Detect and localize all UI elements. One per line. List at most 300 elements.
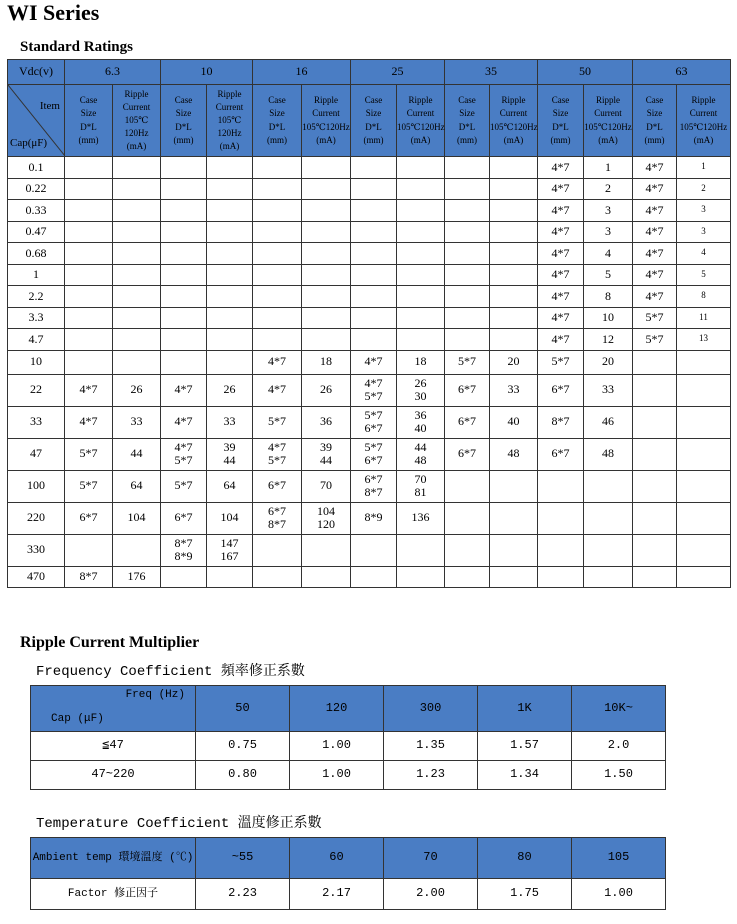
- header-line: 105℃120Hz: [584, 121, 632, 132]
- table-cell: [351, 200, 397, 222]
- table-row: [8, 286, 731, 308]
- table-cell: [113, 221, 161, 243]
- item-header-row: [8, 85, 731, 157]
- cap-value: 2.2: [8, 286, 65, 308]
- table-cell: [677, 566, 731, 588]
- table-cell: 8*7: [65, 566, 113, 588]
- header-line: (mm): [550, 134, 571, 145]
- table-cell: 3: [584, 221, 633, 243]
- header-line: Size: [175, 108, 192, 119]
- cell-line: 8*7: [174, 535, 193, 550]
- table-cell: 4*7: [538, 329, 584, 351]
- table-cell: [65, 200, 113, 222]
- header-line: Current: [594, 108, 622, 119]
- cap-value: 1: [8, 264, 65, 286]
- table-cell: [65, 329, 113, 351]
- header-line: D*L: [458, 121, 476, 132]
- table-row: [8, 470, 731, 502]
- table-cell: [302, 178, 351, 200]
- cell-line: 44: [223, 453, 236, 467]
- table-cell: 4*7: [65, 374, 113, 406]
- cap-value: 33: [8, 406, 65, 438]
- header-line: Size: [365, 108, 382, 119]
- table-cell: 36: [302, 406, 351, 438]
- cell-line: 40: [414, 421, 427, 435]
- table-cell: [113, 350, 161, 374]
- table-row: [8, 406, 731, 438]
- table-cell: [490, 566, 538, 588]
- table-cell: [397, 286, 445, 308]
- table-cell: 4*7: [633, 243, 677, 265]
- table-cell: [253, 157, 302, 179]
- ripple-current-header: [677, 85, 731, 157]
- table-cell: 4*7: [633, 200, 677, 222]
- table-cell: [633, 502, 677, 534]
- table-row: [8, 307, 731, 329]
- coefficient-cell: 1.23: [384, 761, 478, 790]
- cell-line: 5*7: [364, 439, 383, 454]
- table-cell: [161, 307, 207, 329]
- table-cell: [207, 157, 253, 179]
- table-cell: [253, 286, 302, 308]
- frequency-body: [31, 732, 666, 790]
- table-cell: [302, 200, 351, 222]
- table-cell: 5*7: [253, 406, 302, 438]
- table-row: [8, 438, 731, 470]
- cell-line: 39: [223, 439, 236, 454]
- table-row: [8, 157, 731, 179]
- table-cell: [677, 350, 731, 374]
- table-cell: [302, 264, 351, 286]
- frequency-coefficient-table: [30, 685, 666, 790]
- table-cell: [445, 566, 490, 588]
- table-cell: [161, 243, 207, 265]
- header-line: Current: [499, 108, 528, 119]
- ripple-current-header: [302, 85, 351, 157]
- cell-line: 36: [414, 407, 427, 422]
- freq-cap-corner: [31, 686, 196, 732]
- table-cell: [633, 438, 677, 470]
- cell-line: 147: [220, 535, 239, 550]
- table-cell: 5*7: [65, 470, 113, 502]
- header-line: 120Hz: [124, 128, 149, 139]
- table-row: [31, 761, 666, 790]
- table-cell: [633, 566, 677, 588]
- header-line: 105℃120Hz: [490, 121, 538, 132]
- coefficient-cell: 2.0: [572, 732, 666, 761]
- table-cell: [397, 264, 445, 286]
- table-cell: [677, 406, 731, 438]
- header-line: Ripple: [217, 88, 242, 99]
- table-cell: 26: [207, 374, 253, 406]
- table-cell: [490, 243, 538, 265]
- coefficient-cell: 0.75: [196, 732, 290, 761]
- table-cell: [584, 534, 633, 566]
- table-cell: [538, 534, 584, 566]
- header-line: 105℃120Hz: [302, 121, 350, 132]
- table-cell: 5*7: [633, 307, 677, 329]
- table-cell: [677, 438, 731, 470]
- vdc-label: Vdc(v): [8, 60, 65, 85]
- table-cell: [161, 178, 207, 200]
- table-cell: [677, 470, 731, 502]
- header-line: D*L: [365, 121, 382, 132]
- table-cell: [445, 470, 490, 502]
- factor-cell: 2.17: [290, 879, 384, 910]
- cap-value: 10: [8, 350, 65, 374]
- table-cell: [445, 307, 490, 329]
- temperature-header: 70: [384, 838, 478, 879]
- table-cell: [490, 307, 538, 329]
- case-size-header: [633, 85, 677, 157]
- temperature-header-row: [31, 838, 666, 879]
- voltage-header: 50: [538, 60, 633, 85]
- frequency-header: 300: [384, 686, 478, 732]
- temperature-header: 80: [478, 838, 572, 879]
- table-row: [8, 566, 731, 588]
- cell-line: 44: [414, 439, 427, 454]
- header-line: Case: [645, 95, 664, 106]
- table-cell: [207, 329, 253, 351]
- table-cell: [207, 221, 253, 243]
- header-line: Ripple: [691, 95, 716, 106]
- table-cell: [351, 406, 397, 438]
- table-cell: [633, 534, 677, 566]
- header-line: Ripple: [408, 95, 433, 106]
- table-cell: 6*7: [253, 470, 302, 502]
- table-cell: [445, 534, 490, 566]
- temperature-coefficient-heading: Temperature Coefficient 溫度修正系數: [36, 816, 322, 832]
- table-cell: [397, 566, 445, 588]
- table-cell: [65, 243, 113, 265]
- cap-value: 470: [8, 566, 65, 588]
- cell-line: 167: [220, 549, 239, 563]
- header-line: Ripple: [596, 95, 620, 106]
- ripple-current-header: [397, 85, 445, 157]
- standard-ratings-table: [7, 59, 731, 588]
- table-cell: 8: [584, 286, 633, 308]
- case-size-header: [538, 85, 584, 157]
- table-cell: 4*7: [538, 200, 584, 222]
- header-line: 105℃: [217, 114, 242, 125]
- table-cell: [253, 178, 302, 200]
- table-cell: 40: [490, 406, 538, 438]
- table-cell: [351, 470, 397, 502]
- table-cell: [351, 329, 397, 351]
- header-line: Case: [364, 95, 383, 106]
- header-line: 105℃: [124, 114, 149, 125]
- table-cell: 4*7: [538, 286, 584, 308]
- header-line: 120Hz: [217, 128, 242, 139]
- cell-line: 6*7: [364, 421, 383, 435]
- table-cell: [113, 178, 161, 200]
- table-cell: [302, 221, 351, 243]
- cell-line: 5*7: [268, 453, 286, 467]
- table-cell: [161, 200, 207, 222]
- table-cell: [113, 200, 161, 222]
- corner-cap-label: Cap(μF): [10, 137, 48, 150]
- table-cell: 5*7: [538, 350, 584, 374]
- table-cell: 4*7: [161, 374, 207, 406]
- table-cell: [207, 243, 253, 265]
- table-cell: [302, 307, 351, 329]
- ambient-temp-label: Ambient temp 環境溫度 (℃): [31, 838, 196, 879]
- table-cell: [113, 243, 161, 265]
- factor-cell: 1.75: [478, 879, 572, 910]
- header-line: (mm): [457, 134, 477, 145]
- table-cell: 3: [677, 200, 731, 222]
- cap-value: 0.22: [8, 178, 65, 200]
- table-cell: [65, 350, 113, 374]
- table-row: [8, 264, 731, 286]
- table-cell: 26: [302, 374, 351, 406]
- table-cell: 20: [584, 350, 633, 374]
- table-cell: [490, 329, 538, 351]
- table-cell: 4*7: [65, 406, 113, 438]
- table-cell: [65, 307, 113, 329]
- cell-line: 5*7: [364, 407, 383, 422]
- table-cell: [207, 566, 253, 588]
- page-title: WI Series: [7, 0, 100, 25]
- table-cell: 44: [113, 438, 161, 470]
- table-cell: 64: [207, 470, 253, 502]
- table-cell: 6*7: [445, 406, 490, 438]
- table-cell: 48: [584, 438, 633, 470]
- table-cell: [161, 157, 207, 179]
- table-cell: [538, 502, 584, 534]
- cap-value: 100: [8, 470, 65, 502]
- header-line: Ripple: [501, 95, 526, 106]
- factor-row: [31, 879, 666, 910]
- table-cell: [161, 566, 207, 588]
- table-cell: [490, 534, 538, 566]
- header-line: Size: [646, 108, 663, 119]
- case-size-header: [445, 85, 490, 157]
- table-cell: [633, 470, 677, 502]
- table-cell: [302, 438, 351, 470]
- table-cell: 48: [490, 438, 538, 470]
- table-cell: 8: [677, 286, 731, 308]
- table-cell: [161, 534, 207, 566]
- cell-line: 5*7: [174, 453, 193, 467]
- table-cell: [113, 307, 161, 329]
- table-cell: 5*7: [65, 438, 113, 470]
- table-cell: [351, 307, 397, 329]
- table-cell: [113, 157, 161, 179]
- table-cell: [445, 502, 490, 534]
- frequency-header: 1K: [478, 686, 572, 732]
- table-cell: 33: [207, 406, 253, 438]
- header-line: D*L: [552, 121, 569, 132]
- header-line: 105℃120Hz: [679, 121, 728, 132]
- temperature-coefficient-table: [30, 837, 666, 910]
- table-cell: [302, 157, 351, 179]
- table-cell: [207, 350, 253, 374]
- header-line: (mm): [173, 134, 194, 145]
- table-cell: [351, 243, 397, 265]
- table-cell: 104: [207, 502, 253, 534]
- table-cell: [397, 307, 445, 329]
- table-cell: [161, 438, 207, 470]
- table-cell: [207, 534, 253, 566]
- table-cell: [253, 221, 302, 243]
- table-cell: 104: [113, 502, 161, 534]
- frequency-header: 120: [290, 686, 384, 732]
- table-cell: 4*7: [538, 243, 584, 265]
- voltage-header: 25: [351, 60, 445, 85]
- table-cell: [302, 534, 351, 566]
- table-cell: [445, 178, 490, 200]
- header-line: Size: [459, 108, 475, 119]
- header-line: 105℃120Hz: [397, 121, 445, 132]
- table-cell: [490, 470, 538, 502]
- cell-line: 70: [414, 471, 427, 486]
- ripple-multiplier-heading: Ripple Current Multiplier: [20, 634, 200, 651]
- table-cell: [445, 286, 490, 308]
- table-cell: [584, 470, 633, 502]
- table-cell: [207, 178, 253, 200]
- table-cell: [490, 286, 538, 308]
- table-cell: [253, 502, 302, 534]
- coefficient-cell: 1.00: [290, 732, 384, 761]
- cell-line: 6*7: [364, 471, 383, 486]
- cell-line: 6*7: [268, 503, 286, 518]
- header-line: (mA): [219, 141, 240, 152]
- table-cell: [397, 221, 445, 243]
- cell-line: 104: [317, 503, 335, 518]
- table-cell: [490, 157, 538, 179]
- cap-range-label: ≦47: [31, 732, 196, 761]
- header-line: Case: [268, 95, 286, 106]
- cell-line: 8*7: [268, 517, 286, 531]
- table-cell: [677, 534, 731, 566]
- cell-line: 6*7: [364, 453, 383, 467]
- header-line: Ripple: [124, 88, 149, 99]
- frequency-coefficient-heading: Frequency Coefficient 頻率修正系數: [36, 664, 305, 680]
- table-cell: [207, 264, 253, 286]
- table-cell: 8*7: [538, 406, 584, 438]
- header-line: Size: [80, 108, 97, 119]
- table-cell: [113, 534, 161, 566]
- table-cell: 6*7: [445, 438, 490, 470]
- table-cell: [490, 178, 538, 200]
- table-cell: [633, 350, 677, 374]
- table-cell: 1: [677, 157, 731, 179]
- factor-cell: 2.23: [196, 879, 290, 910]
- header-line: Case: [174, 95, 193, 106]
- table-cell: 4*7: [538, 264, 584, 286]
- table-row: [8, 329, 731, 351]
- cap-value: 0.68: [8, 243, 65, 265]
- table-cell: 4*7: [538, 307, 584, 329]
- table-row: [8, 178, 731, 200]
- cell-line: 5*7: [364, 389, 383, 403]
- table-cell: [161, 286, 207, 308]
- cell-line: 48: [414, 453, 427, 467]
- cap-value: 0.47: [8, 221, 65, 243]
- table-cell: [65, 286, 113, 308]
- table-cell: [351, 374, 397, 406]
- table-cell: [65, 534, 113, 566]
- cell-line: 8*7: [364, 485, 383, 499]
- table-cell: [351, 157, 397, 179]
- table-cell: 4*7: [161, 406, 207, 438]
- cell-line: 30: [414, 389, 427, 403]
- table-cell: [584, 566, 633, 588]
- cell-line: 4*7: [364, 375, 383, 390]
- coefficient-cell: 0.80: [196, 761, 290, 790]
- cap-label: Cap (μF): [51, 712, 104, 725]
- table-cell: 3: [677, 221, 731, 243]
- header-line: (mA): [503, 134, 524, 145]
- header-line: (mA): [693, 134, 714, 145]
- cell-line: 26: [414, 375, 427, 390]
- table-cell: [445, 264, 490, 286]
- table-cell: 33: [113, 406, 161, 438]
- coefficient-cell: 1.57: [478, 732, 572, 761]
- header-line: Current: [215, 101, 244, 112]
- table-cell: [445, 221, 490, 243]
- table-cell: [113, 264, 161, 286]
- table-cell: [397, 200, 445, 222]
- table-cell: 4*7: [538, 221, 584, 243]
- cap-range-label: 47~220: [31, 761, 196, 790]
- table-cell: [351, 534, 397, 566]
- cell-line: 39: [320, 439, 332, 454]
- table-cell: [65, 157, 113, 179]
- voltage-header: 10: [161, 60, 253, 85]
- factor-cell: 1.00: [572, 879, 666, 910]
- header-line: (mA): [598, 134, 618, 145]
- table-cell: [65, 221, 113, 243]
- table-cell: [445, 243, 490, 265]
- table-cell: 33: [490, 374, 538, 406]
- table-cell: [445, 200, 490, 222]
- table-cell: 4*7: [633, 157, 677, 179]
- case-size-header: [65, 85, 113, 157]
- table-cell: [490, 221, 538, 243]
- header-line: D*L: [646, 121, 663, 132]
- temperature-header: 60: [290, 838, 384, 879]
- case-size-header: [351, 85, 397, 157]
- item-cap-corner: [8, 85, 65, 157]
- table-cell: [397, 470, 445, 502]
- table-cell: 6*7: [445, 374, 490, 406]
- cap-value: 0.1: [8, 157, 65, 179]
- table-cell: 4*7: [538, 157, 584, 179]
- table-cell: [65, 178, 113, 200]
- factor-label: Factor 修正因子: [31, 879, 196, 910]
- table-cell: [490, 264, 538, 286]
- table-cell: 11: [677, 307, 731, 329]
- coefficient-cell: 1.50: [572, 761, 666, 790]
- table-cell: [161, 329, 207, 351]
- factor-cell: 2.00: [384, 879, 478, 910]
- table-cell: 2: [677, 178, 731, 200]
- table-cell: 6*7: [538, 438, 584, 470]
- table-cell: 4*7: [633, 264, 677, 286]
- cap-value: 220: [8, 502, 65, 534]
- voltage-header: 6.3: [65, 60, 161, 85]
- frequency-header: 50: [196, 686, 290, 732]
- frequency-header-row: [31, 686, 666, 732]
- header-line: Current: [312, 108, 340, 119]
- coefficient-cell: 1.35: [384, 732, 478, 761]
- voltage-header: 16: [253, 60, 351, 85]
- table-cell: 4*7: [633, 286, 677, 308]
- table-cell: [207, 438, 253, 470]
- table-cell: 20: [490, 350, 538, 374]
